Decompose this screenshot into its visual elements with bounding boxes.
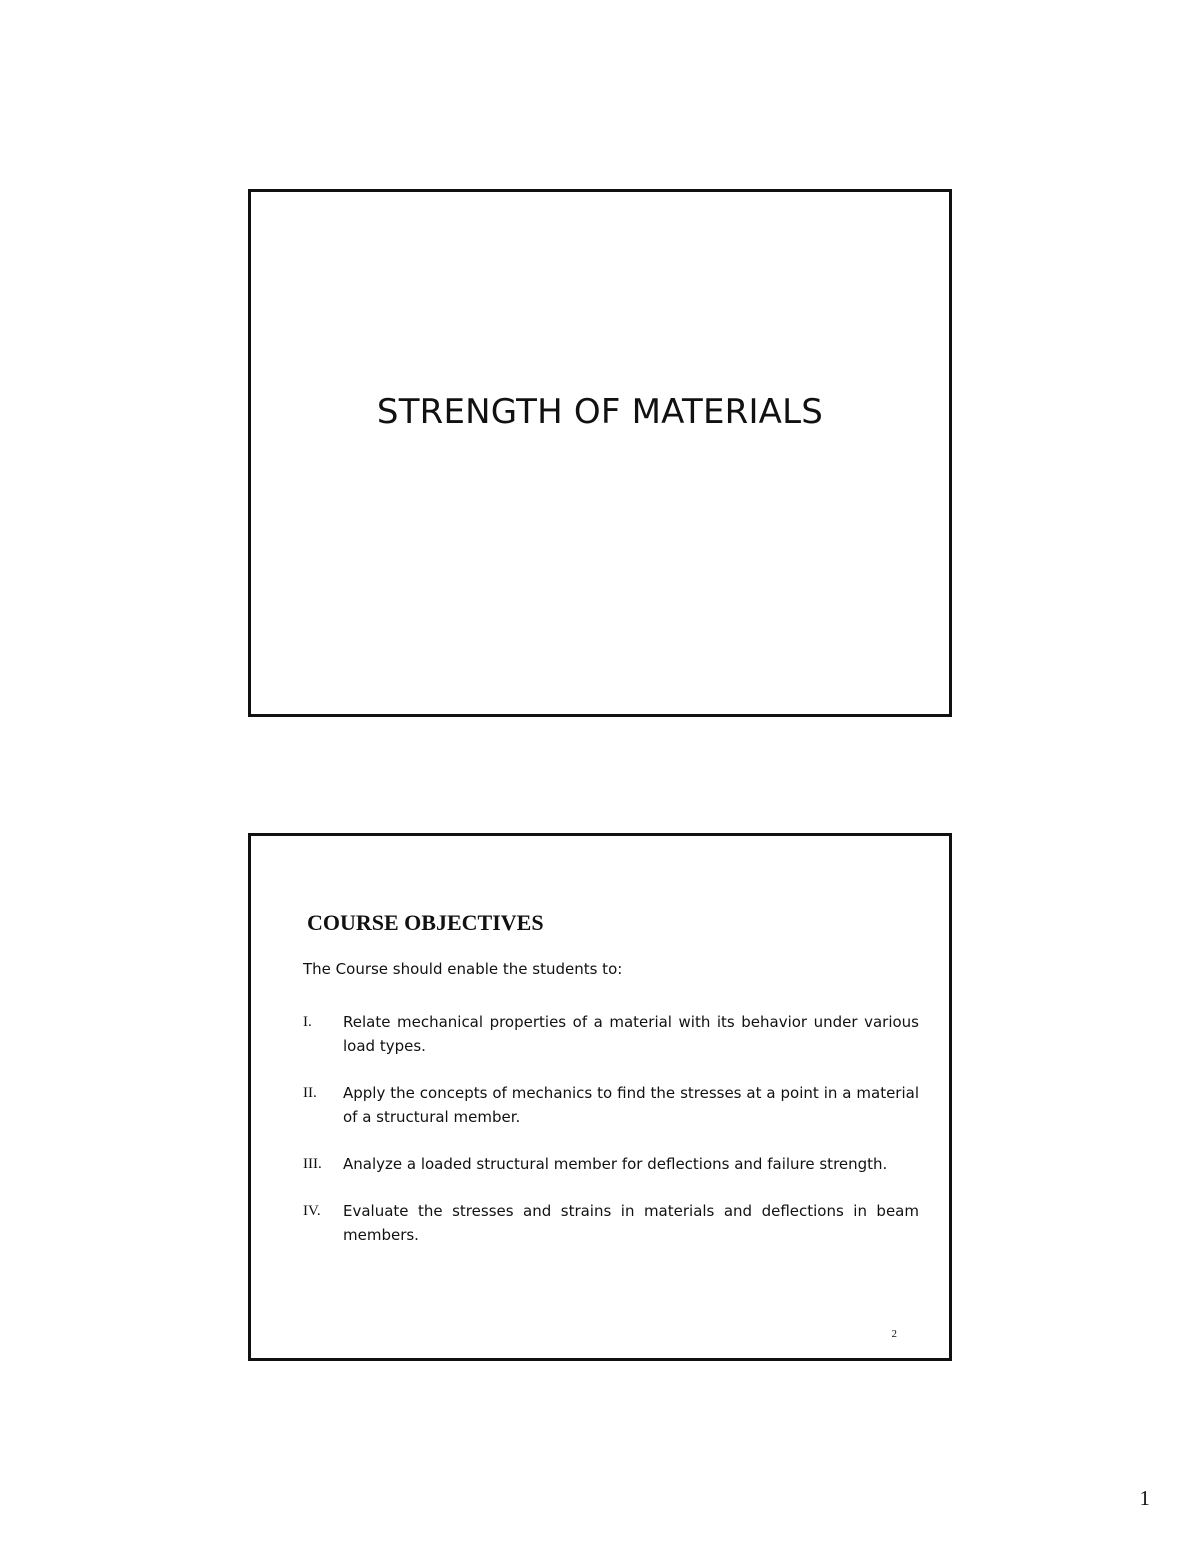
objective-text: Apply the concepts of mechanics to find the stresses at a point in a material of a structural member. [343, 1084, 919, 1126]
objective-text: Evaluate the stresses and strains in materials and deflections in beam members. [343, 1202, 919, 1244]
objective-text: Relate mechanical properties of a material with its behavior under various load types. [343, 1013, 919, 1055]
objective-numeral: III. [303, 1156, 322, 1172]
objectives-intro: The Course should enable the students to: [303, 960, 623, 978]
page-number: 1 [1139, 1486, 1150, 1510]
objective-item [303, 1081, 919, 1129]
objective-numeral: I. [303, 1014, 312, 1030]
slide-title: STRENGTH OF MATERIALS [376, 392, 824, 432]
objective-item [303, 1199, 919, 1247]
objectives-heading: COURSE OBJECTIVES [307, 910, 544, 935]
objective-item [303, 1010, 919, 1058]
slide-number: 2 [891, 1328, 897, 1340]
slide-course-objectives [248, 833, 952, 1361]
objective-item [303, 1152, 919, 1176]
slide-title-page [248, 189, 952, 717]
objective-text: Analyze a loaded structural member for deflections and failure strength. [343, 1155, 888, 1173]
objective-numeral: IV. [303, 1203, 321, 1219]
objectives-list [303, 1010, 919, 1270]
objective-numeral: II. [303, 1085, 317, 1101]
